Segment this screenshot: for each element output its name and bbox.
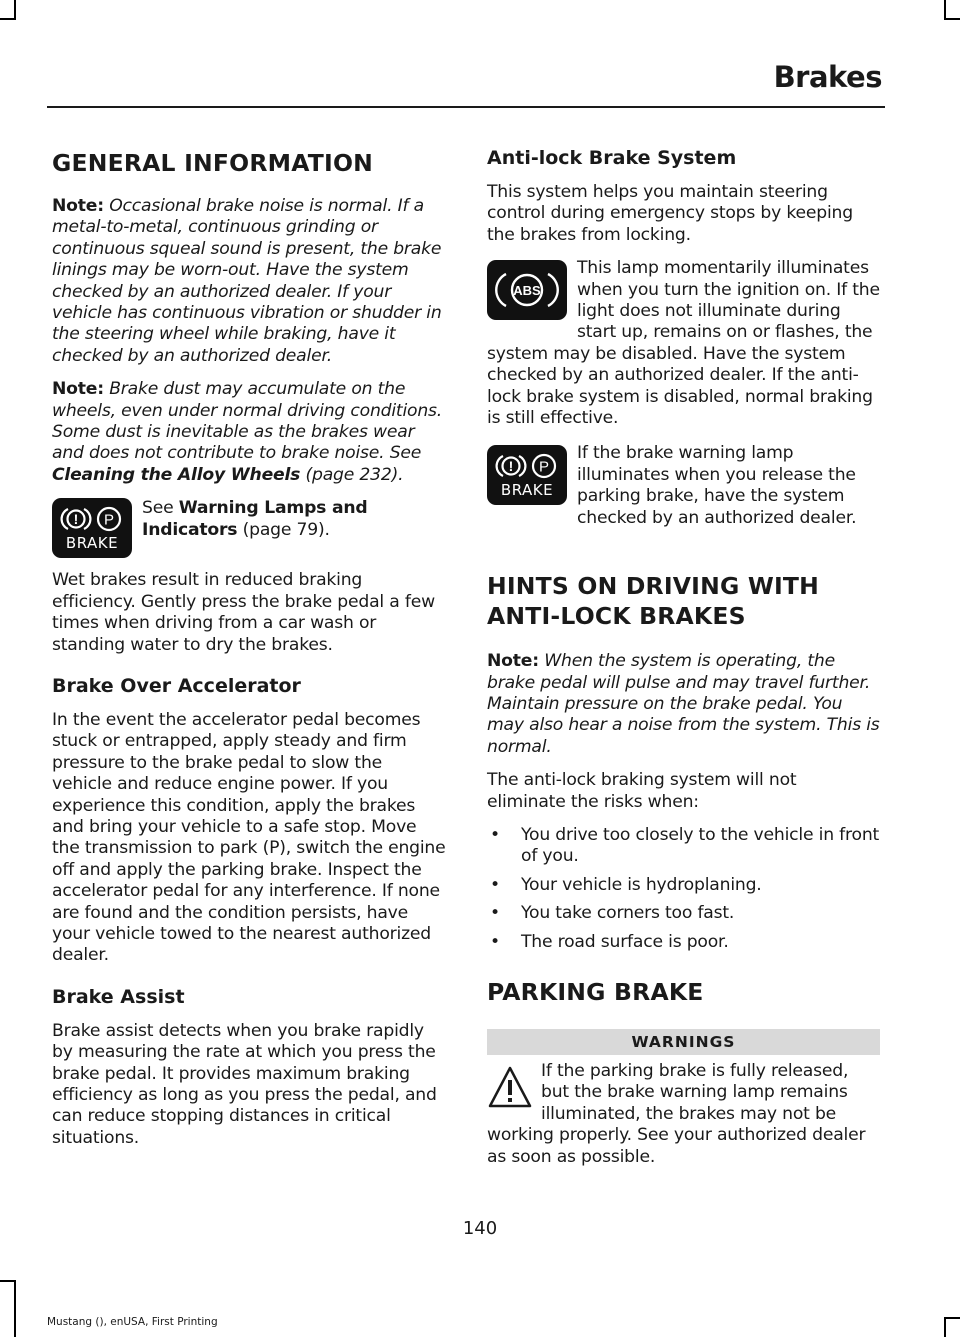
crop-mark	[944, 1317, 960, 1319]
brake-assist-paragraph: Brake assist detects when you brake rapidly by measuring the rate at which you press the brake pedal. It provides maximum braking efficiency as long as you press the pedal, and can reduce stopping distances in critical situations.	[52, 1020, 437, 1148]
risks-list	[487, 825, 880, 953]
note-brake-noise	[52, 196, 447, 367]
note-label: Note:	[52, 196, 104, 216]
crop-mark	[944, 1317, 946, 1337]
subheading-brake-assist: Brake Assist	[52, 985, 185, 1008]
cross-reference-link[interactable]: Warning Lamps and Indicators	[142, 498, 368, 540]
crop-mark	[14, 0, 16, 20]
note-text: When the system is operating, the brake pedal will pulse and may travel further. Maintain pressure on the brake pedal. You may also hear a noise from the system. This is normal.	[487, 651, 880, 757]
subheading-brake-over-accelerator: Brake Over Accelerator	[52, 674, 301, 697]
note-label: Note:	[487, 651, 539, 672]
list-item: • You take corners too fast.	[487, 903, 880, 924]
cross-reference-link[interactable]: Cleaning the Alloy Wheels	[52, 464, 301, 485]
warning-lamps-reference	[52, 498, 447, 558]
right-column	[487, 140, 880, 1180]
footer-edition: Mustang (), enUSA, First Printing	[47, 1316, 218, 1328]
abs-intro-paragraph: This system helps you maintain steering control during emergency stops by keeping the brakes from locking.	[487, 182, 853, 245]
list-item: • Your vehicle is hydroplaning.	[487, 875, 880, 896]
crop-mark	[0, 1280, 16, 1282]
list-item: • The road surface is poor.	[487, 932, 880, 953]
parking-p-glyph: P	[538, 458, 550, 476]
section-heading-hints-line-1: HINTS ON DRIVING WITH	[487, 572, 820, 601]
brake-over-accelerator-paragraph: In the event the accelerator pedal becomes stuck or entrapped, apply steady and firm pressure to the brake pedal to slow the vehicle and reduce engine power. If you experience this condition, apply the brakes and bring your vehicle to a safe stop. Move the transmission to park (P), switch the engine off and apply the parking brake. Inspect the accelerator pedal for any interference. If none are found and the condition persists, have your vehicle towed to the nearest authorized dealer.	[52, 709, 446, 966]
brake-icon-label: BRAKE	[65, 534, 119, 553]
risks-intro-paragraph: The anti-lock braking system will not eliminate the risks when:	[487, 770, 797, 812]
brake-icon-label: BRAKE	[500, 481, 554, 500]
parking-p-glyph: P	[103, 511, 115, 529]
left-column	[52, 140, 447, 1161]
note-label: Note:	[52, 379, 104, 400]
brake-lamp-paragraph: If the brake warning lamp illuminates when you release the parking brake, have the system checked by an authorized dealer.	[577, 443, 857, 528]
note-text: Occasional brake noise is normal. If a metal-to-metal, continuous grinding or continuous squeal sound is present, the brake linings may be worn-out. Have the system checked by an authorized dealer. If your vehicle has continuous vibration or shudder in the steering wheel while braking, have it checked by an authorized dealer.	[52, 196, 442, 366]
crop-mark	[944, 0, 946, 20]
brake-warning-symbols	[59, 505, 125, 533]
warning-triangle-icon	[487, 1064, 533, 1112]
crop-mark	[944, 18, 960, 20]
note-text: Brake dust may accumulate on the wheels, even under normal driving conditions. Some dust is inevitable as the brakes wear and does not contribute to brake noise. See	[52, 379, 443, 464]
brake-warning-symbols	[494, 452, 560, 480]
page-number: 140	[462, 1218, 498, 1239]
note-brake-dust	[52, 379, 447, 486]
abs-lamp-paragraph: This lamp momentarily illuminates when you turn the ignition on. If the light does not illuminate during start up, remains on or flashes, the system may be disabled. Have the system checked by an authorized dealer. If the anti-lock brake system is disabled, normal braking is still effective.	[487, 258, 880, 429]
warnings-banner: WARNINGS	[487, 1029, 880, 1055]
see-warning-lamps	[142, 498, 447, 558]
crop-mark	[14, 1280, 16, 1337]
see-prefix: See	[142, 498, 179, 519]
abs-lamp-block	[487, 258, 880, 429]
note-system-operating	[487, 651, 880, 758]
exclamation-glyph: !	[508, 458, 514, 475]
warning-paragraph: If the parking brake is fully released, but the brake warning lamp remains illuminated, the brakes may not be working properly. See your authorized dealer as soon as possible.	[487, 1060, 866, 1167]
abs-glyph: ABS	[513, 283, 541, 299]
brake-lamp-block	[487, 443, 880, 529]
crop-mark	[0, 18, 16, 20]
header-rule	[47, 106, 885, 108]
abs-symbol	[494, 267, 560, 313]
page-reference: (page 232).	[300, 464, 404, 485]
brake-warning-icon	[52, 498, 132, 558]
subheading-anti-lock-brake-system: Anti-lock Brake System	[487, 147, 737, 169]
wet-brakes-paragraph: Wet brakes result in reduced braking efficiency. Gently press the brake pedal a few times when driving from a car wash or standing water to dry the brakes.	[52, 570, 435, 655]
exclamation-glyph: !	[73, 511, 79, 528]
warning-block	[487, 1061, 880, 1168]
page-reference: (page 79).	[237, 519, 330, 540]
abs-warning-icon	[487, 260, 567, 320]
brake-warning-icon	[487, 445, 567, 505]
section-heading-parking-brake: PARKING BRAKE	[487, 977, 704, 1006]
page-title: Brakes	[773, 60, 882, 94]
section-heading-general-information: GENERAL INFORMATION	[52, 149, 374, 177]
list-item: • You drive too closely to the vehicle in front of you.	[487, 825, 880, 868]
section-heading-hints-line-2: ANTI-LOCK BRAKES	[487, 602, 746, 631]
